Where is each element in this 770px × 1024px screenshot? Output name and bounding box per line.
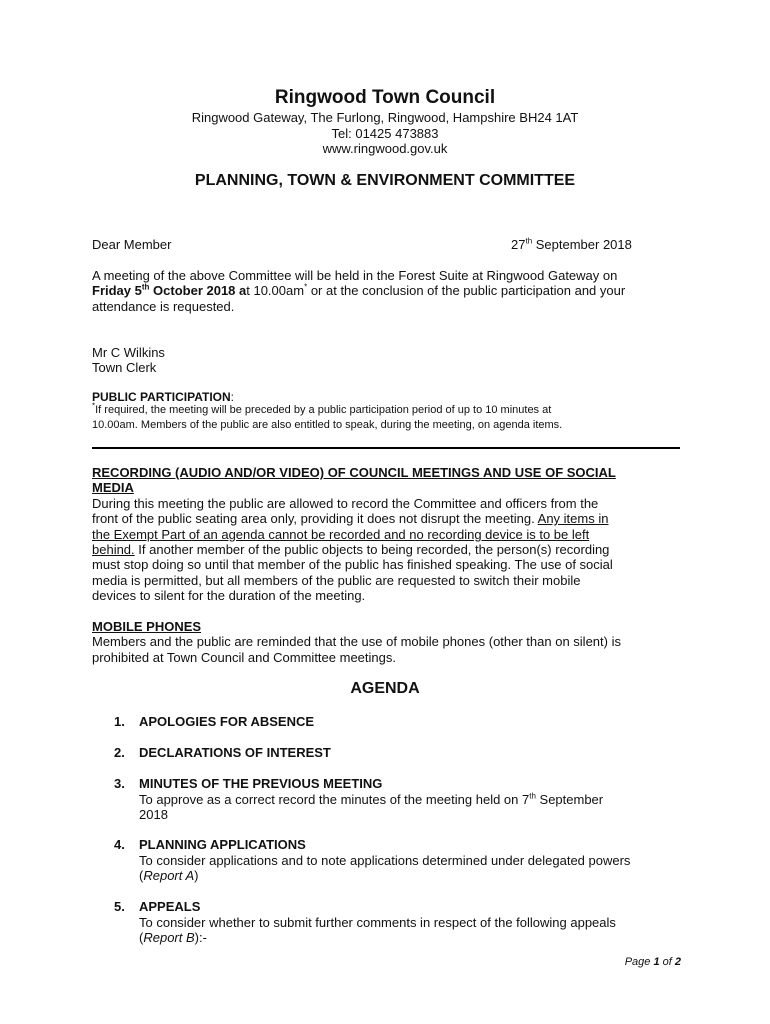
recording-heading-line-1: RECORDING (AUDIO AND/OR VIDEO) OF COUNCIL MEETINGS AND USE OF SOCIAL	[92, 465, 616, 480]
recording-text-line-1: During this meeting the public are allowed to record the Committee and officers from the	[92, 496, 599, 511]
recording-text-line-7: devices to silent for the duration of the meeting.	[92, 588, 366, 603]
agenda-item-number: 4.	[114, 837, 125, 852]
org-website[interactable]: www.ringwood.gov.uk	[322, 141, 448, 156]
public-participation-line-1: *If required, the meeting will be preceded by a public participation period of up to 10 minutes at	[92, 401, 552, 416]
agenda-title: AGENDA	[350, 680, 420, 697]
public-participation-line-2: 10.00am. Members of the public are also entitled to speak, during the meeting, on agenda items.	[92, 419, 563, 431]
agenda-item-title: MINUTES OF THE PREVIOUS MEETING	[139, 776, 383, 791]
agenda-item-description: To consider applications and to note applications determined under delegated powers	[139, 853, 631, 868]
agenda-item-title: APOLOGIES FOR ABSENCE	[139, 714, 315, 729]
meeting-notice-line-3: attendance is requested.	[92, 299, 235, 314]
agenda-item-description: (Report B):-	[139, 930, 207, 945]
section-divider	[92, 447, 680, 449]
recording-text-line-2: front of the public seating area only, providing it does not disrupt the meeting. Any items in	[92, 511, 609, 526]
agenda-item-title: PLANNING APPLICATIONS	[139, 837, 306, 852]
agenda-item-number: 1.	[114, 714, 125, 729]
org-title: Ringwood Town Council	[274, 87, 496, 108]
agenda-item-description: To consider whether to submit further comments in respect of the following appeals	[139, 915, 616, 930]
meeting-notice-line-2: Friday 5th October 2018 at 10.00am* or at the conclusion of the public participation and your	[92, 282, 626, 298]
salutation: Dear Member	[92, 237, 172, 252]
committee-title: PLANNING, TOWN & ENVIRONMENT COMMITTEE	[194, 172, 576, 189]
org-address: Ringwood Gateway, The Furlong, Ringwood, Hampshire BH24 1AT	[191, 110, 579, 125]
agenda-item-number: 5.	[114, 899, 125, 914]
mobile-phones-heading: MOBILE PHONES	[92, 619, 202, 634]
recording-text-line-4: behind. If another member of the public objects to being recorded, the person(s) recording	[92, 542, 610, 557]
recording-text-line-6: media is permitted, but all members of the public are requested to switch their mobile	[92, 573, 581, 588]
recording-text-line-3: the Exempt Part of an agenda cannot be recorded and no recording device is to be left	[92, 527, 590, 542]
agenda-item-title: APPEALS	[139, 899, 201, 914]
letter-date: 27th September 2018	[511, 236, 632, 252]
signer-name: Mr C Wilkins	[92, 345, 165, 360]
mobile-phones-line-1: Members and the public are reminded that the use of mobile phones (other than on silent) is	[92, 634, 621, 649]
agenda-item-number: 3.	[114, 776, 125, 791]
mobile-phones-line-2: prohibited at Town Council and Committee meetings.	[92, 650, 396, 665]
agenda-item-number: 2.	[114, 745, 125, 760]
agenda-item-description: To approve as a correct record the minutes of the meeting held on 7th September	[139, 791, 604, 807]
agenda-item-description: (Report A)	[139, 868, 199, 883]
agenda-item-title: DECLARATIONS OF INTEREST	[139, 745, 331, 760]
recording-text-line-5: must stop doing so until that member of the public has finished speaking. The use of social	[92, 557, 613, 572]
org-telephone: Tel: 01425 473883	[331, 126, 439, 141]
public-participation-heading: PUBLIC PARTICIPATION:	[92, 390, 235, 404]
meeting-notice-line-1: A meeting of the above Committee will be held in the Forest Suite at Ringwood Gateway on	[92, 268, 618, 283]
recording-heading-line-2: MEDIA	[92, 480, 134, 495]
agenda-item-description: 2018	[139, 807, 168, 822]
page-number: Page 1 of 2	[624, 956, 681, 968]
signer-title: Town Clerk	[92, 360, 157, 375]
